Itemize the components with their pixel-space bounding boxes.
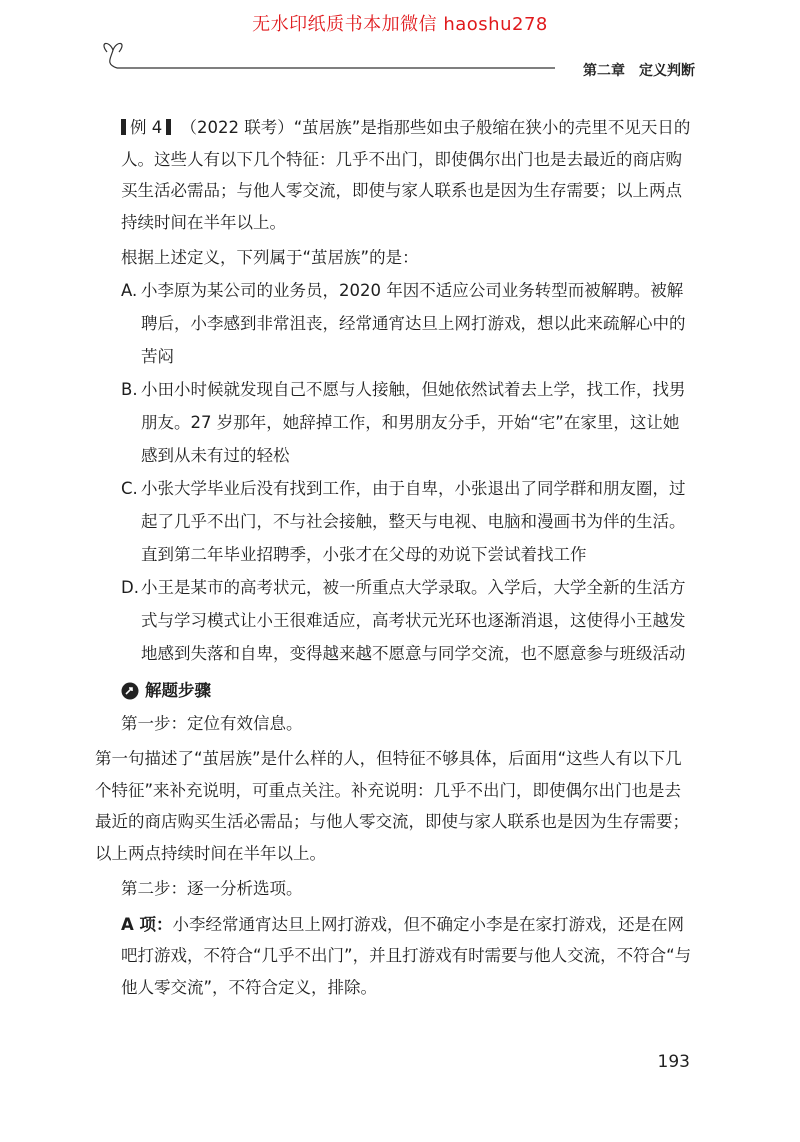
question-text: 根据上述定义，下列属于“茧居族”的是： [121, 248, 419, 267]
example-marker-bar-icon [121, 119, 126, 135]
example-intro-text: （2022 联考）“茧居族”是指那些如虫子般缩在狭小的壳里不见天日的人。这些人有以下几个特征：几乎不出门，即使偶尔出门也是去最近的商店购买生活必需品；与他人零交流，即使与家人联系也是因为生存需要；以上两点持续时间在半年以上。 [121, 118, 691, 232]
solution-heading [95, 674, 695, 708]
solution-steps-icon [121, 682, 139, 700]
chapter-section: 定义判断 [639, 63, 695, 79]
example-intro [95, 112, 695, 238]
page-content [95, 112, 695, 1003]
example-marker-bar-icon [166, 119, 171, 135]
option-c [95, 472, 695, 571]
watermark-text: 无水印纸质书本加微信 haoshu278 [252, 14, 548, 35]
analysis-a [95, 909, 695, 1004]
option-letter: C. [121, 478, 138, 498]
option-text: 小王是某市的高考状元，被一所重点大学录取。入学后，大学全新的生活方式与学习模式让小王很难适应，高考状元光环也逐渐消退，这使得小王越发地感到失落和自卑，变得越来越不愿意与同学交流，也不愿意参与班级活动 [141, 577, 686, 663]
option-text: 小李原为某公司的业务员，2020 年因不适应公司业务转型而被解聘。被解聘后，小李感到非常沮丧，经常通宵达旦上网打游戏，想以此来疏解心中的苦闷 [141, 280, 686, 366]
chapter-title [573, 60, 695, 80]
page-header [95, 38, 705, 78]
analysis-a-label: A 项： [121, 914, 173, 934]
chapter-number: 第二章 [583, 63, 625, 79]
step-one-text: 第一句描述了“茧居族”是什么样的人，但特征不够具体，后面用“这些人有以下几个特征”来补充说明，可重点关注。补充说明：几乎不出门，即使偶尔出门也是去最近的商店购买生活必需品；与他人零交流，即使与家人联系也是因为生存需要；以上两点持续时间在半年以上。 [95, 749, 689, 863]
step-two-title: 第二步：逐一分析选项。 [121, 879, 303, 898]
option-d [95, 571, 695, 670]
option-letter: B. [121, 379, 138, 399]
option-letter: A. [121, 280, 138, 300]
example-marker: 例 4 [130, 118, 163, 137]
solution-title: 解题步骤 [145, 680, 211, 700]
step-one-title: 第一步：定位有效信息。 [121, 713, 303, 733]
analysis-a-text: 小李经常通宵达旦上网打游戏，但不确定小李是在家打游戏，还是在网吧打游戏，不符合“几乎不出门”，并且打游戏有时需要与他人交流，不符合“与他人零交流”，不符合定义，排除。 [121, 914, 692, 997]
option-b [95, 373, 695, 472]
option-text: 小张大学毕业后没有找到工作，由于自卑，小张退出了同学群和朋友圈，过起了几乎不出门，不与社会接触，整天与电视、电脑和漫画书为伴的生活。直到第二年毕业招聘季，小张才在父母的劝说下尝试着找工作 [141, 478, 686, 564]
option-text: 小田小时候就发现自己不愿与人接触，但她依然试着去上学，找工作，找男朋友。27 岁那年，她辞掉工作，和男朋友分手，开始“宅”在家里，这让她感到从未有过的轻松 [141, 379, 686, 465]
option-a [95, 274, 695, 373]
page-number: 193 [657, 1052, 690, 1072]
option-letter: D. [121, 577, 139, 597]
